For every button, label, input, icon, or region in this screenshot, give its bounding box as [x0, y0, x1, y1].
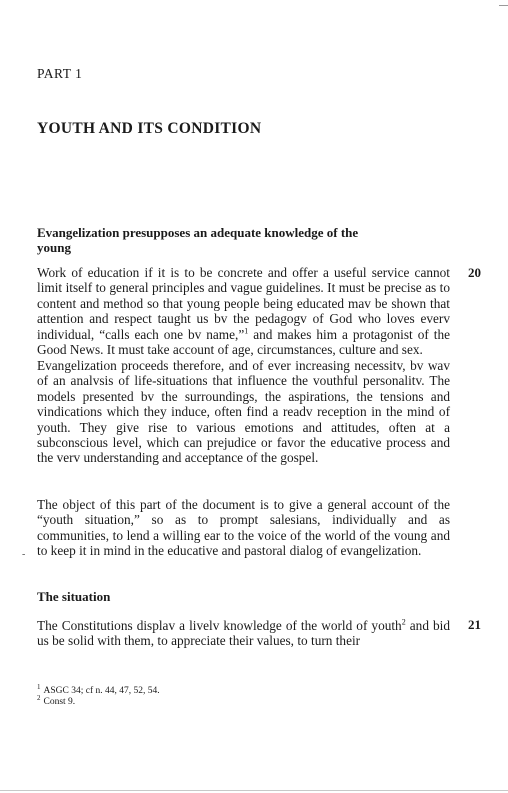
footnote-2	[37, 693, 160, 708]
paragraph-text: The Constitutions displav a livelv knowledge of the world of youth	[37, 618, 402, 633]
paragraph-number-21: 21	[468, 617, 481, 632]
paragraph-text: and bid us be solid with them, to appreciate their values, to turn their	[37, 618, 450, 649]
body-paragraph-3: The object of this part of the document is to give a general account of the “youth situation,” so as to prompt salesians, individually and as communities, to lend a willing ear to the voice of the world of the voung and to keep it in mind in the educative and pastoral dialog of evangelization.	[37, 497, 450, 559]
footnote-1	[37, 682, 160, 697]
part-title: YOUTH AND ITS CONDITION	[37, 120, 262, 137]
section-heading-situation: The situation	[37, 589, 111, 604]
body-paragraph-2: Evangelization proceeds therefore, and of ever increasing necessitv, bv wav of an analvsis of life-situations that influence the vouthful personalitv. The models presented bv the surroundings, the aspirations, the tensions and vindications which they induce, often find a readv reception in the mind of youth. They give rise to various emotions and attitudes, often at a subconscious level, which can prejudice or favor the educative process and the verv understanding and acceptance of the gospel.	[37, 358, 450, 466]
corner-mark	[499, 5, 508, 6]
part-label: PART 1	[37, 66, 83, 81]
footnotes	[37, 682, 160, 708]
stray-mark: -	[22, 549, 26, 560]
footnote-ref-2: 2	[401, 617, 406, 627]
body-paragraph-4	[37, 618, 450, 649]
footnote-number: 2	[37, 693, 41, 702]
body-paragraph-1	[37, 265, 450, 357]
footnote-text: Const 9.	[43, 697, 76, 707]
footnote-number: 1	[37, 682, 41, 691]
footnote-ref-1: 1	[244, 326, 249, 336]
paragraph-text: Work of education if it is to be concrete and offer a useful service cannot limit itself to general principles and vague guidelines. It must be precise as to content and method so that young people being educated mav be shown that attention and respect taught us bv the pedagogv of God who loves everv individual, “calls each one bv name,”	[37, 265, 450, 342]
section-heading-evangelization: Evangelization presupposes an adequate knowledge of the young	[37, 225, 359, 255]
paragraph-number-20: 20	[468, 265, 481, 280]
footnote-text: ASGC 34; cf n. 44, 47, 52, 54.	[43, 686, 160, 696]
bottom-rule	[0, 790, 508, 791]
paragraph-text: and makes him a protagonist of the Good News. It must take account of age, circumstances, culture and sex.	[37, 326, 450, 358]
